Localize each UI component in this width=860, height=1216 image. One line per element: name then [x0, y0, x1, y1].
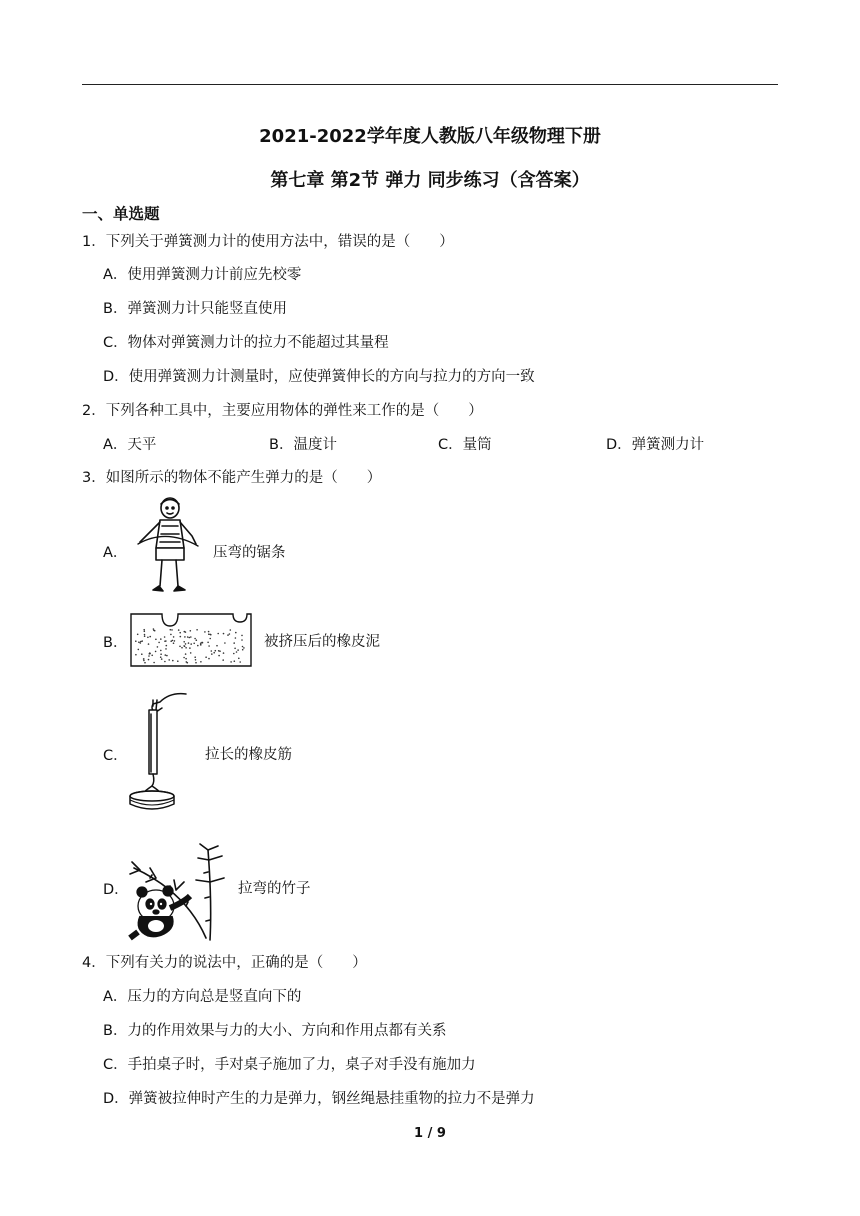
stretched-rubber-band-figure: [126, 688, 192, 816]
question-2-option-d: D．弹簧测力计: [606, 437, 705, 453]
boy-bending-saw-figure: [126, 494, 208, 602]
question-4-option-d: D．弹簧被拉伸时产生的力是弹力，钢丝绳悬挂重物的拉力不是弹力: [103, 1091, 535, 1107]
question-3-option-b-label: B．: [103, 635, 128, 651]
plasticine-block-figure: [130, 613, 252, 667]
document-title: 2021-2022学年度人教版八年级物理下册: [259, 126, 601, 147]
question-1-option-c: C．物体对弹簧测力计的拉力不能超过其量程: [103, 335, 389, 351]
question-1-option-a: A．使用弹簧测力计前应先校零: [103, 267, 302, 283]
question-3-option-d-text: 拉弯的竹子: [238, 881, 311, 897]
question-1-option-d: D．使用弹簧测力计测量时，应使弹簧伸长的方向与拉力的方向一致: [103, 369, 535, 385]
document-subtitle: 第七章 第2节 弹力 同步练习（含答案）: [270, 170, 590, 191]
question-3-option-c-label: C．: [103, 748, 128, 764]
question-4-option-c: C．手拍桌子时，手对桌子施加了力，桌子对手没有施加力: [103, 1057, 476, 1073]
question-3-stem: 3．如图所示的物体不能产生弹力的是（ ）: [82, 470, 382, 486]
question-3-option-c-text: 拉长的橡皮筋: [205, 747, 292, 763]
header-rule: [82, 84, 778, 85]
question-4-option-b: B．力的作用效果与力的大小、方向和作用点都有关系: [103, 1023, 447, 1039]
section-heading: 一、单选题: [82, 205, 160, 223]
panda-bending-bamboo-figure: [126, 842, 238, 942]
question-2-option-a: A．天平: [103, 437, 157, 453]
question-3-option-a-label: A．: [103, 545, 128, 561]
question-3-option-a-text: 压弯的锯条: [213, 545, 286, 561]
question-1-option-b: B．弹簧测力计只能竖直使用: [103, 301, 287, 317]
question-3-option-d-label: D．: [103, 882, 129, 898]
page-number: 1 / 9: [414, 1126, 446, 1141]
question-4-stem: 4．下列有关力的说法中，正确的是（ ）: [82, 955, 367, 971]
question-2-option-c: C．量筒: [438, 437, 492, 453]
question-1-stem: 1．下列关于弹簧测力计的使用方法中，错误的是（ ）: [82, 234, 454, 250]
question-2-stem: 2．下列各种工具中，主要应用物体的弹性来工作的是（ ）: [82, 403, 483, 419]
question-4-option-a: A．压力的方向总是竖直向下的: [103, 989, 302, 1005]
question-3-option-b-text: 被挤压后的橡皮泥: [264, 634, 380, 650]
question-2-option-b: B．温度计: [269, 437, 337, 453]
